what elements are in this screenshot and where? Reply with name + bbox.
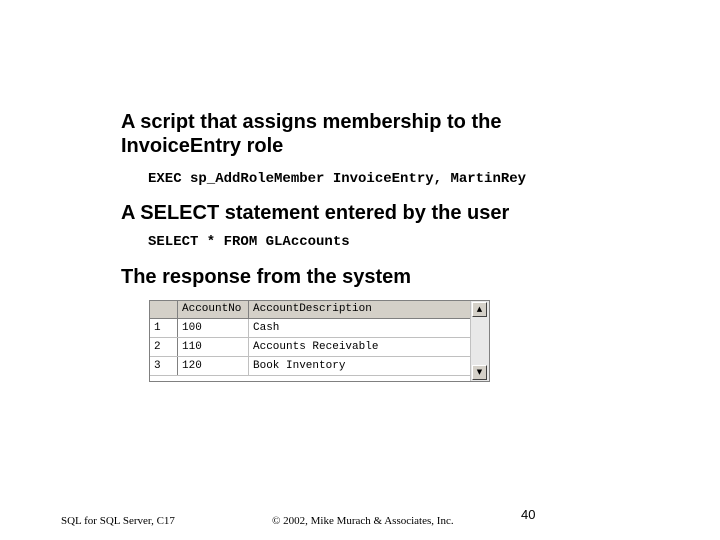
table-row[interactable] — [150, 357, 471, 376]
cell-accountno[interactable]: 100 — [178, 319, 249, 337]
heading-script-line1: A script that assigns membership to the — [121, 111, 502, 133]
vertical-scrollbar[interactable] — [470, 301, 489, 381]
row-number: 1 — [150, 319, 178, 337]
grid-header-rownum — [150, 301, 178, 318]
heading-script — [121, 110, 501, 158]
cell-accountno[interactable]: 110 — [178, 338, 249, 356]
cell-accountdescription[interactable]: Book Inventory — [253, 360, 346, 372]
arrow-down-icon[interactable]: ▼ — [472, 365, 487, 380]
heading-response: The response from the system — [121, 266, 412, 288]
grid-header-row — [150, 301, 471, 319]
grid-header-accountdescription[interactable]: AccountDescription — [253, 303, 372, 315]
table-row[interactable] — [150, 338, 471, 357]
footer-copyright: © 2002, Mike Murach & Associates, Inc. — [272, 515, 454, 527]
results-grid-body — [150, 301, 471, 381]
table-row[interactable] — [150, 319, 471, 338]
footer-course: SQL for SQL Server, C17 — [61, 515, 175, 527]
row-number: 2 — [150, 338, 178, 356]
cell-accountdescription[interactable]: Cash — [253, 322, 280, 334]
cell-accountdescription[interactable]: Accounts Receivable — [253, 341, 379, 353]
page-number: 40 — [521, 507, 536, 522]
row-number: 3 — [150, 357, 178, 375]
results-grid[interactable] — [149, 300, 490, 382]
cell-accountno[interactable]: 120 — [178, 357, 249, 375]
arrow-up-icon[interactable]: ▲ — [472, 302, 487, 317]
code-select: SELECT * FROM GLAccounts — [148, 234, 350, 250]
code-script: EXEC sp_AddRoleMember InvoiceEntry, MartinRey — [148, 171, 527, 187]
grid-header-accountno[interactable]: AccountNo — [178, 301, 249, 318]
heading-select: A SELECT statement entered by the user — [121, 202, 510, 224]
heading-script-line2: InvoiceEntry role — [121, 135, 284, 157]
